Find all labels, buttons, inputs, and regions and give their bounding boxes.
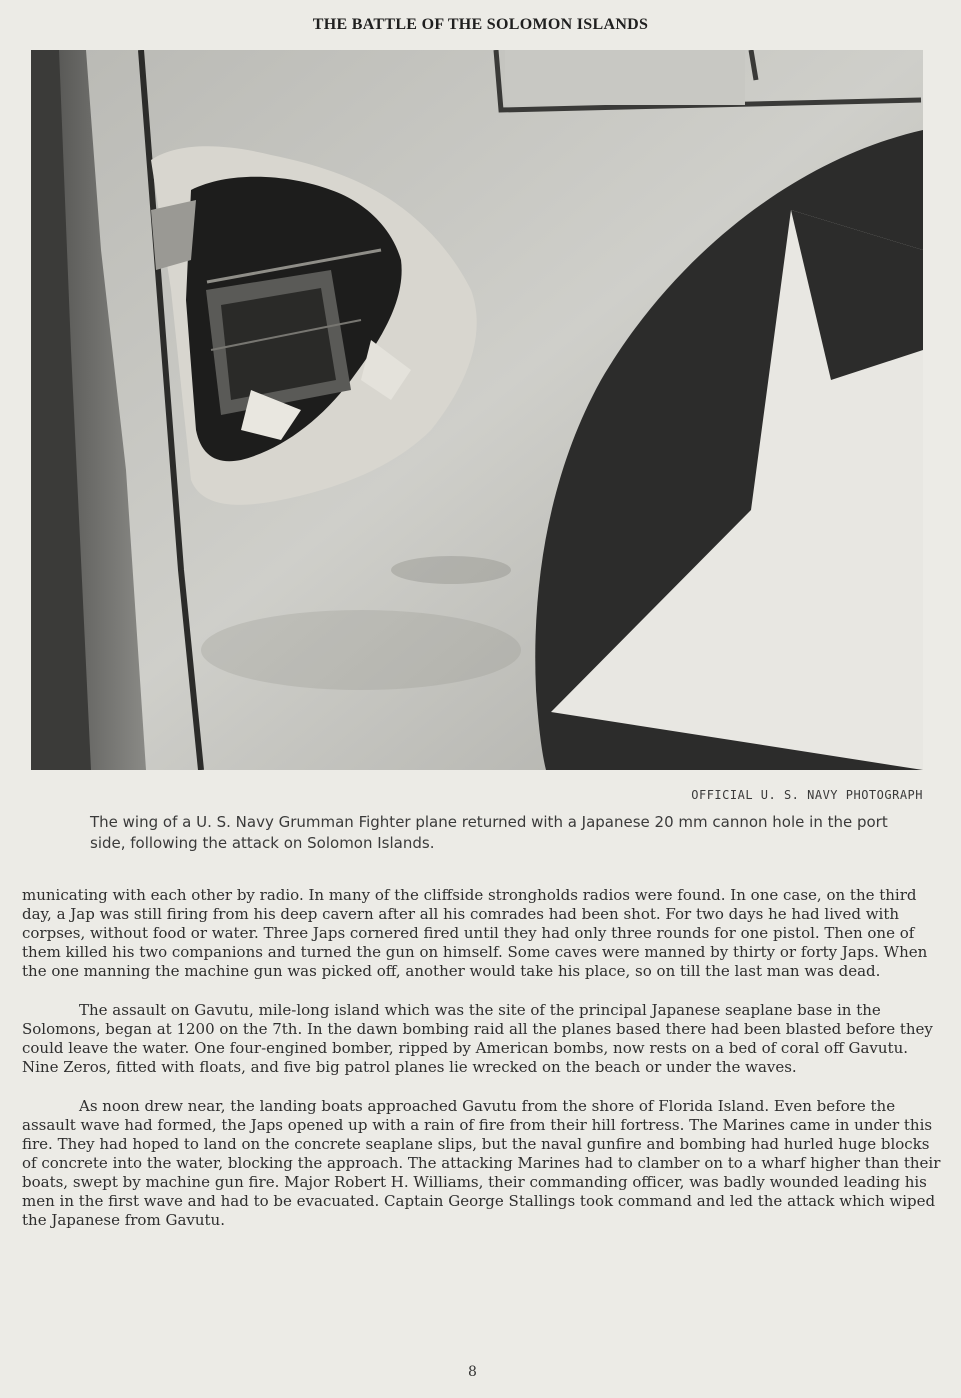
article-body <box>22 886 942 1250</box>
paragraph-landing-boats: As noon drew near, the landing boats approached Gavutu from the shore of Florida Island. Even before the assault wave had formed, the Japs opened up with a rain of fire from their hill fortress. The Marines came in under this fire. They had hoped to land on the concrete seaplane slips, but the naval gunfire and bombing had hurled huge blocks of concrete into the water, blocking the approach. The attacking Marines had to clamber on to a wharf higher than their boats, swept by machine gun fire. Major Robert H. Williams, their commanding officer, was badly wounded leading his men in the first wave and had to be evacuated. Captain George Stallings took command and led the attack which wiped the Japanese from Gavutu. <box>22 1097 941 1229</box>
page-number: 8 <box>468 1364 477 1380</box>
paragraph-gavutu-assault: The assault on Gavutu, mile-long island which was the site of the principal Japanese seaplane base in the Solomons, began at 1200 on the 7th. In the dawn bombing raid all the planes based there had been blasted before they could leave the water. One four-engined bomber, ripped by American bombs, now rests on a bed of coral off Gavutu. Nine Zeros, fitted with floats, and five big patrol planes lie wrecked on the beach or under the waves. <box>22 1001 933 1076</box>
wing-damage-image <box>31 50 923 770</box>
photo-credit: OFFICIAL U. S. NAVY PHOTOGRAPH <box>691 788 923 802</box>
wing-photograph <box>31 50 923 770</box>
page-title: THE BATTLE OF THE SOLOMON ISLANDS <box>312 16 649 33</box>
photo-caption: The wing of a U. S. Navy Grumman Fighter plane returned with a Japanese 20 mm cannon hole in the port side, following the attack on Solomon Islands. <box>90 813 888 852</box>
paragraph-continuation: municating with each other by radio. In many of the cliffside strongholds radios were found. In one case, on the third day, a Jap was still firing from his deep cavern after all his comrades had been shot. For two days he had lived with corpses, without food or water. Three Japs cornered fired until they had only three rounds for one pistol. Then one of them killed his two companions and turned the gun on himself. Some caves were manned by thirty or forty Japs. When the one manning the machine gun was picked off, another would take his place, so on till the last man was dead. <box>22 886 928 980</box>
